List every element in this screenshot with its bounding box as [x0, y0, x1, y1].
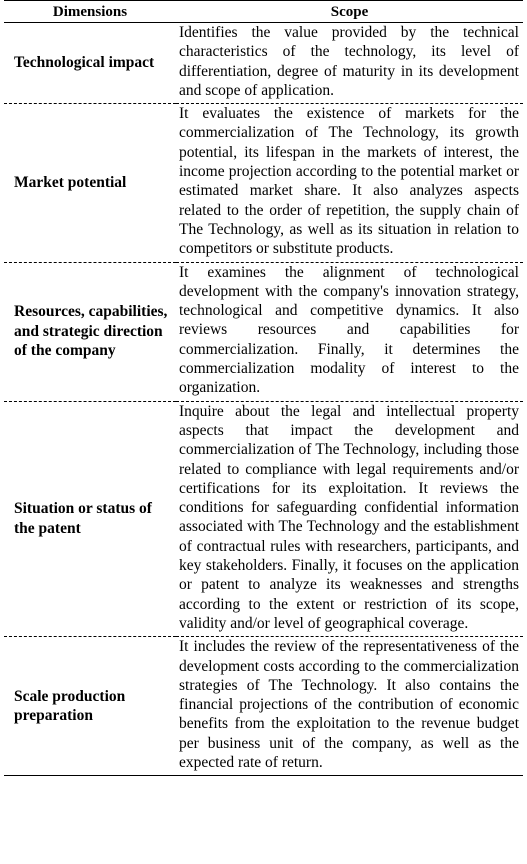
scope-text: It examines the alignment of technological development with the company's innovation strategy, technological and competitive dynamics. It also reviews resources and capabilities for commercialization. Finally, it determines the commercialization modality of interest to the organization. — [179, 263, 519, 397]
dimension-label: Market potential — [14, 174, 127, 192]
scope-cell — [176, 104, 523, 262]
dimension-cell — [4, 104, 176, 262]
header-dimensions: Dimensions — [4, 3, 176, 23]
dimension-label: Resources, capabilities, and strategic direction of the company — [14, 303, 168, 360]
dimension-label: Technological impact — [14, 54, 155, 72]
scope-cell — [176, 23, 523, 104]
table-row — [4, 262, 523, 401]
table-row — [4, 401, 523, 637]
scope-text: Inquire about the legal and intellectual property aspects that impact the development and commercialization of The Technology, including those related to compliance with legal requirements and/or certifications for its exploitation. It reviews the conditions for safeguarding confidential information associated with The Technology and the establishment of contractual rules with researchers, participants, and key stakeholders. Finally, it focuses on the application or patent to analyze its weaknesses and strengths according to the extent or restriction of its scope, validity and/or level of geographical coverage. — [179, 402, 519, 632]
top-rule — [4, 0, 523, 1]
scope-text: It evaluates the existence of markets for the commercialization of The Technology, its growth potential, its lifespan in the markets of interest, the income projection according to the potential market or estimated market share. It also analyzes aspects related to the order of repetition, the supply chain of The Technology, as well as its situation in relation to competitors or substitute products. — [179, 105, 519, 258]
dimensions-scope-table — [4, 3, 523, 776]
scope-cell — [176, 637, 523, 776]
dimension-cell — [4, 262, 176, 401]
scope-cell — [176, 262, 523, 401]
dimension-label: Scale production preparation — [14, 687, 126, 725]
dimension-label: Situation or status of the patent — [14, 500, 152, 537]
table-row — [4, 637, 523, 776]
dimension-cell — [4, 637, 176, 776]
scope-cell — [176, 401, 523, 637]
scope-text: It includes the review of the representativeness of the development costs according to the commercialization strategies of The Technology. It also contains the financial projections of the contribution of economic benefits from the exploitation to the revenue budget per business unit of the company, as well as the expected rate of return. — [179, 638, 519, 771]
dimension-cell — [4, 23, 176, 104]
dimension-cell — [4, 401, 176, 637]
header-row — [4, 3, 523, 23]
header-scope: Scope — [176, 3, 523, 23]
scope-text: Identifies the value provided by the technical characteristics of the technology, its level of differentiation, degree of maturity in its development and scope of application. — [179, 24, 519, 99]
table-row — [4, 104, 523, 262]
table-row — [4, 23, 523, 104]
